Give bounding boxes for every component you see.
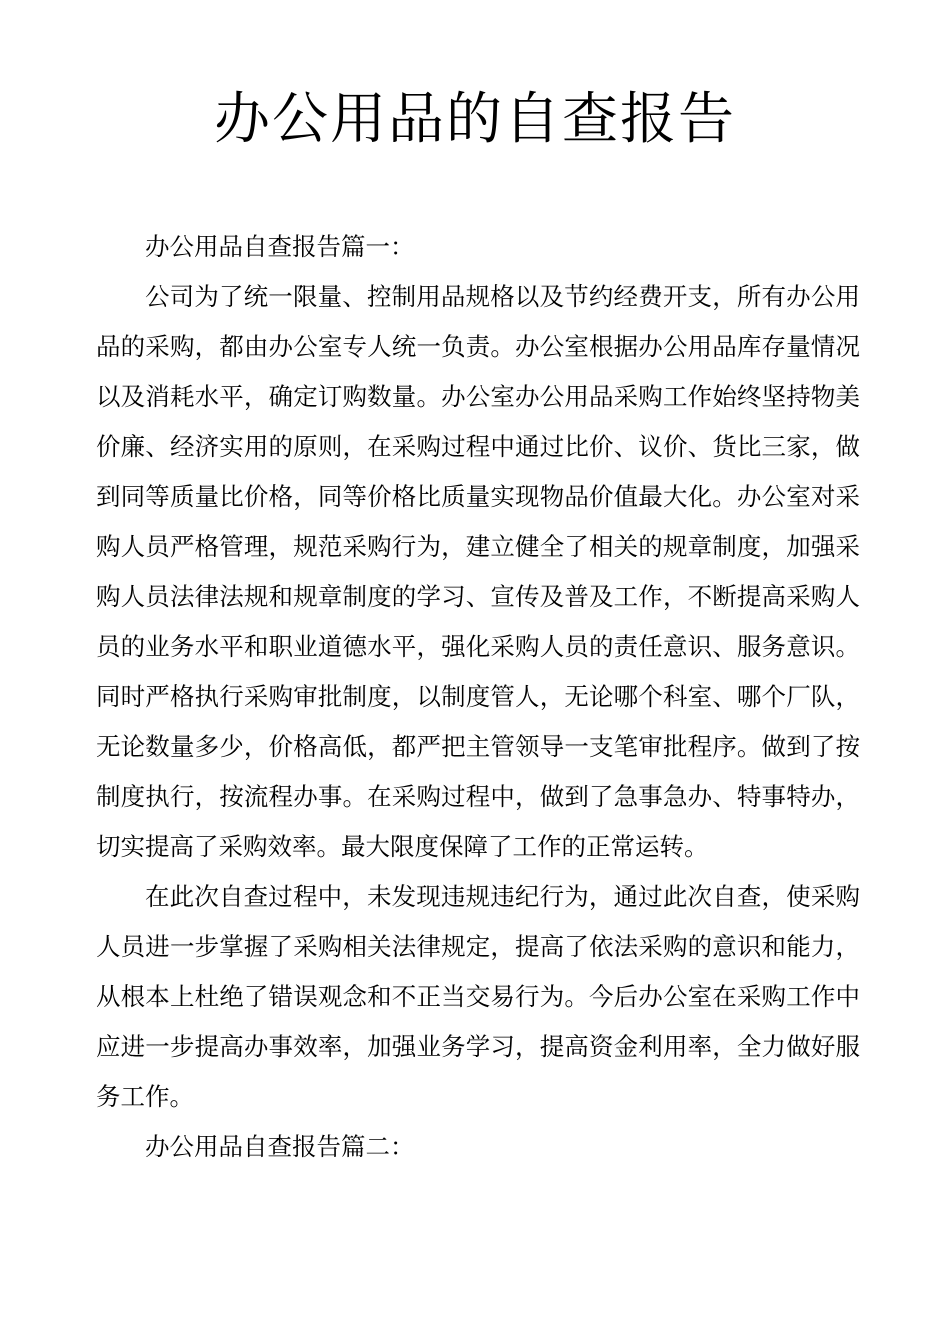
section-heading-part-two: 办公用品自查报告篇二： <box>145 1132 415 1161</box>
section-heading-part-one: 办公用品自查报告篇一： <box>145 232 415 261</box>
document-body <box>96 222 860 1172</box>
body-paragraph: 在此次自查过程中，未发现违规违纪行为，通过此次自查，使采购人员进一步掌握了采购相关法律规定，提高了依法采购的意识和能力，从根本上杜绝了错误观念和不正当交易行为。今后办公室在采购工作中应进一步提高办事效率，加强业务学习，提高资金利用率，全力做好服务工作。 <box>96 882 860 1111</box>
document-title: 办公用品的自查报告 <box>214 87 736 152</box>
body-paragraph: 公司为了统一限量、控制用品规格以及节约经费开支，所有办公用品的采购，都由办公室专人统一负责。办公室根据办公用品库存量情况以及消耗水平，确定订购数量。办公室办公用品采购工作始终坚持物美价廉、经济实用的原则，在采购过程中通过比价、议价、货比三家，做到同等质量比价格，同等价格比质量实现物品价值最大化。办公室对采购人员严格管理，规范采购行为，建立健全了相关的规章制度，加强采购人员法律法规和规章制度的学习、宣传及普及工作，不断提高采购人员的业务水平和职业道德水平，强化采购人员的责任意识、服务意识。同时严格执行采购审批制度，以制度管人，无论哪个科室、哪个厂队，无论数量多少，价格高低，都严把主管领导一支笔审批程序。做到了按制度执行，按流程办事。在采购过程中，做到了急事急办、特事特办，切实提高了采购效率。最大限度保障了工作的正常运转。 <box>96 282 860 861</box>
